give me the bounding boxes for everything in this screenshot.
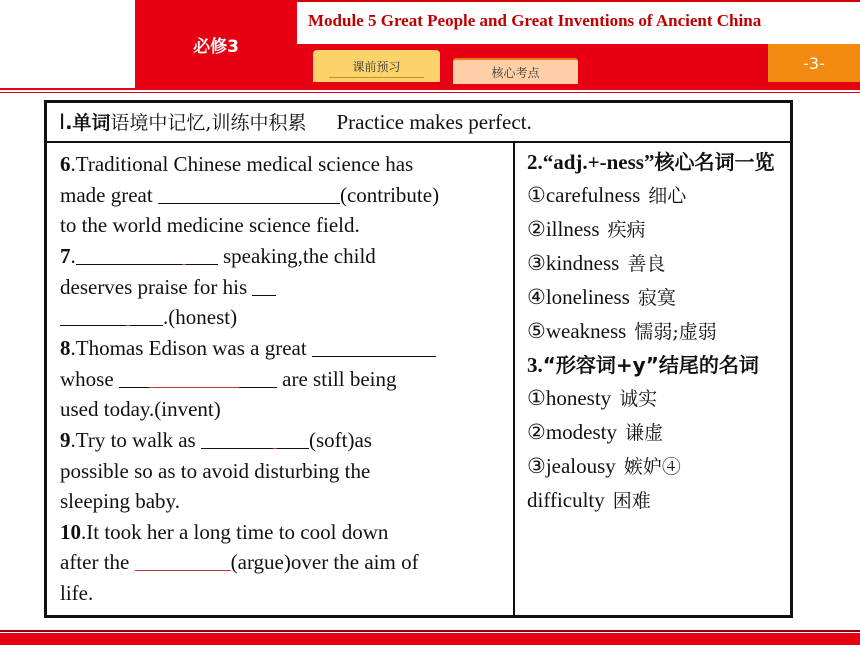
answer-blank[interactable] [119,364,277,388]
header-divider [0,88,860,90]
exercise-6 [60,149,500,241]
book-badge [135,0,297,88]
exercise-text: . [70,243,76,268]
answer-mark [273,445,277,449]
exercise-number: 6 [60,152,71,176]
answer-blank[interactable] [158,180,340,204]
exercise-text: whose [60,366,119,391]
exercise-text: .It took her a long time to cool down [81,519,389,544]
answer-blank[interactable] [60,302,163,326]
vocab-section-number: 3. [527,353,543,377]
footer-bar [0,633,860,645]
vocab-section-number: 2. [527,150,543,174]
exercise-text: .Try to walk as [70,428,201,452]
answer-mark [149,384,239,388]
vocab-section-title-cn: 核心名词一览 [654,150,775,174]
section-title-en: Practice makes perfect. [336,110,532,134]
module-title: Module 5 Great People and Great Inventions of Ancient China [308,11,762,30]
vocab-item [527,213,787,247]
vocab-item [527,179,787,213]
answer-blank[interactable] [252,272,276,296]
exercise-list [60,149,500,609]
vocab-meaning: 懦弱;虚弱 [634,321,717,343]
vocab-item [527,315,787,349]
section-header [47,103,790,143]
answer-blank[interactable] [312,333,436,357]
exercise-text: are still being [276,366,397,391]
vocab-item [527,450,787,484]
exercise-text: speaking,the child [217,243,376,268]
exercise-number: 8 [60,336,71,361]
vocab-word: ③kindness [527,251,620,275]
vocab-meaning: 疾病 [607,219,646,241]
exercise-10 [60,517,500,609]
section-title-bold: .单词 [65,112,111,134]
exercise-number: 9 [60,428,71,452]
vocab-item [527,247,787,281]
header-divider-thin [0,92,860,93]
vocab-section-3-title [527,349,787,382]
exercise-text: made great [60,182,158,207]
section-title-cn: 语境中记忆,训练中积累 [110,112,307,134]
exercise-text: possible so as to avoid disturbing the [60,458,371,483]
exercise-text: used today.(invent) [60,397,221,422]
answer-mark [126,322,130,326]
answer-blank[interactable] [201,425,309,449]
vocab-word: ②illness [527,217,600,241]
exercise-number: 10 [60,519,81,544]
vocab-meaning: 谦虚 [625,422,664,444]
exercise-text: .Thomas Edison was a great [70,336,312,361]
vocab-section-title-post: 结尾的名词 [658,353,759,377]
vocab-meaning: 诚实 [619,388,658,410]
exercise-box [44,100,793,618]
book-badge-label: 必修3 [193,36,239,57]
exercise-text: life. [60,581,94,606]
exercise-number: 7 [60,243,71,268]
exercise-text: (argue)over the aim of [230,550,419,575]
vocab-section-title-pre: “形容词+y” [542,353,659,377]
vocab-item [527,382,787,416]
answer-blank[interactable] [76,241,218,265]
vocab-word: ③jealousy [527,454,616,478]
vocab-word: ①honesty [527,386,612,410]
vocab-meaning: 嫉妒④ [623,456,681,478]
vocab-item [527,281,787,315]
exercise-text: .(honest) [163,305,238,330]
vocab-word: ①carefulness [527,183,641,207]
section-roman: Ⅰ [59,110,66,134]
vocab-word: difficulty [527,488,605,512]
page-number: -3- [768,44,860,82]
column-divider [513,143,515,615]
exercise-text: after the [60,550,135,575]
answer-blank[interactable] [135,547,231,571]
exercise-text: (contribute) [339,182,440,207]
vocab-section-2-title [527,146,787,179]
exercise-text: deserves praise for his [60,274,253,299]
exercise-text: to the world medicine science field. [60,213,360,238]
vocab-meaning: 困难 [612,490,651,512]
vocab-column [527,146,787,518]
vocab-word: ④loneliness [527,285,630,309]
vocab-meaning: 寂寞 [637,287,676,309]
exercise-8 [60,333,500,425]
vocab-meaning: 细心 [648,185,687,207]
vocab-item [527,416,787,450]
tab-underline [329,77,424,78]
exercise-text: .Traditional Chinese medical science has [70,152,414,176]
vocab-meaning: 善良 [627,253,666,275]
tab-preview-label: 课前预习 [352,59,401,74]
exercise-text: sleeping baby. [60,489,180,514]
vocab-word: ⑤weakness [527,319,627,343]
exercise-text: (soft)as [308,428,372,452]
vocab-item [527,484,787,518]
tab-preview[interactable] [313,50,440,82]
vocab-word: ②modesty [527,420,617,444]
tab-key-points[interactable] [453,58,578,84]
exercise-9 [60,425,500,517]
footer-line [0,630,860,632]
exercise-7 [60,241,500,333]
tab-key-points-label: 核心考点 [491,65,540,80]
answer-mark [182,261,186,265]
vocab-section-title-en: “adj.+-ness” [542,150,655,174]
